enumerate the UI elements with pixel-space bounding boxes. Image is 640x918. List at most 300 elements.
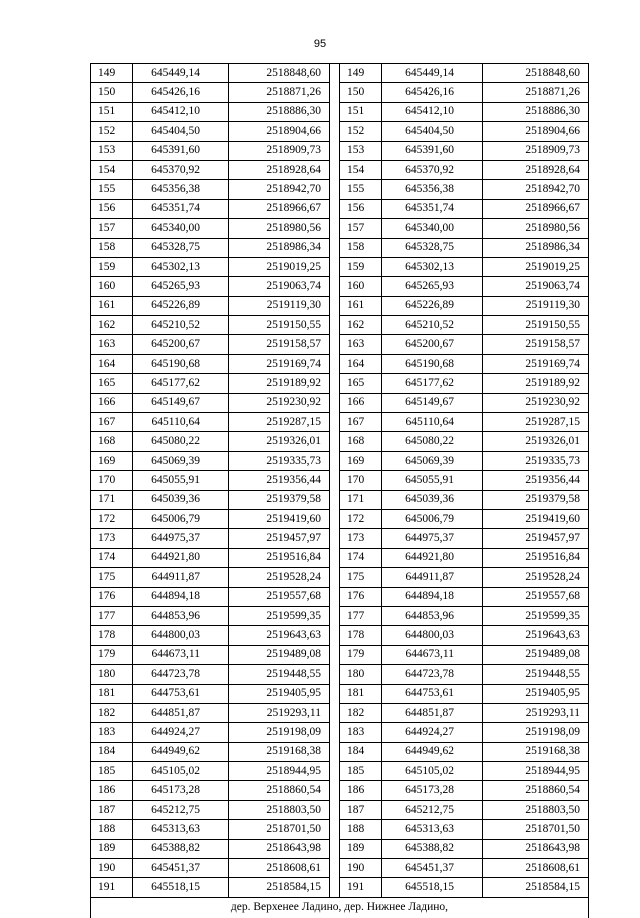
column-gap (330, 180, 340, 199)
table-row (91, 568, 589, 587)
left-point-number: 176 (91, 587, 133, 606)
left-point-number: 178 (91, 626, 133, 645)
left-point-number: 185 (91, 762, 133, 781)
column-gap (330, 238, 340, 257)
table-row (91, 509, 589, 528)
right-x-coordinate: 644851,87 (382, 703, 483, 722)
left-x-coordinate: 645265,93 (133, 277, 229, 296)
left-point-number: 156 (91, 199, 133, 218)
right-y-coordinate: 2518980,56 (483, 219, 589, 238)
right-point-number: 181 (340, 684, 382, 703)
left-y-coordinate: 2518871,26 (229, 83, 330, 102)
left-y-coordinate: 2519356,44 (229, 471, 330, 490)
right-x-coordinate: 645210,52 (382, 316, 483, 335)
column-gap (330, 606, 340, 625)
column-gap (330, 316, 340, 335)
left-x-coordinate: 645210,52 (133, 316, 229, 335)
right-y-coordinate: 2518966,67 (483, 199, 589, 218)
right-point-number: 178 (340, 626, 382, 645)
left-x-coordinate: 644975,37 (133, 529, 229, 548)
right-x-coordinate: 645212,75 (382, 800, 483, 819)
left-point-number: 154 (91, 160, 133, 179)
column-gap (330, 471, 340, 490)
table-row (91, 645, 589, 664)
column-gap (330, 122, 340, 141)
left-x-coordinate: 645370,92 (133, 160, 229, 179)
right-x-coordinate: 645356,38 (382, 180, 483, 199)
right-y-coordinate: 2518871,26 (483, 83, 589, 102)
right-y-coordinate: 2518942,70 (483, 180, 589, 199)
left-y-coordinate: 2519643,63 (229, 626, 330, 645)
column-gap (330, 839, 340, 858)
coordinates-sheet (90, 63, 588, 918)
left-y-coordinate: 2519230,92 (229, 393, 330, 412)
right-point-number: 160 (340, 277, 382, 296)
right-x-coordinate: 645404,50 (382, 122, 483, 141)
table-row (91, 800, 589, 819)
left-y-coordinate: 2519119,30 (229, 296, 330, 315)
table-row (91, 122, 589, 141)
right-point-number: 185 (340, 762, 382, 781)
column-gap (330, 102, 340, 121)
right-point-number: 159 (340, 257, 382, 276)
left-y-coordinate: 2519150,55 (229, 316, 330, 335)
table-row (91, 684, 589, 703)
column-gap (330, 878, 340, 897)
right-y-coordinate: 2518928,64 (483, 160, 589, 179)
left-point-number: 151 (91, 102, 133, 121)
right-y-coordinate: 2518904,66 (483, 122, 589, 141)
right-y-coordinate: 2519457,97 (483, 529, 589, 548)
left-point-number: 159 (91, 257, 133, 276)
column-gap (330, 393, 340, 412)
left-point-number: 169 (91, 451, 133, 470)
table-footer-row (91, 897, 589, 918)
right-x-coordinate: 645370,92 (382, 160, 483, 179)
column-gap (330, 277, 340, 296)
table-row (91, 529, 589, 548)
column-gap (330, 141, 340, 160)
right-y-coordinate: 2519419,60 (483, 509, 589, 528)
right-y-coordinate: 2518584,15 (483, 878, 589, 897)
settlement-names: дер. Верхенее Ладино, дер. Нижнее Ладино, (91, 897, 589, 918)
right-x-coordinate: 645340,00 (382, 219, 483, 238)
table-row (91, 102, 589, 121)
column-gap (330, 820, 340, 839)
right-x-coordinate: 645006,79 (382, 509, 483, 528)
column-gap (330, 742, 340, 761)
right-point-number: 154 (340, 160, 382, 179)
right-point-number: 169 (340, 451, 382, 470)
right-y-coordinate: 2519150,55 (483, 316, 589, 335)
table-row (91, 451, 589, 470)
left-point-number: 171 (91, 490, 133, 509)
right-point-number: 167 (340, 413, 382, 432)
column-gap (330, 548, 340, 567)
right-point-number: 183 (340, 723, 382, 742)
column-gap (330, 296, 340, 315)
left-point-number: 177 (91, 606, 133, 625)
left-x-coordinate: 645451,37 (133, 859, 229, 878)
right-point-number: 176 (340, 587, 382, 606)
right-y-coordinate: 2519158,57 (483, 335, 589, 354)
left-y-coordinate: 2518701,50 (229, 820, 330, 839)
left-point-number: 172 (91, 509, 133, 528)
left-point-number: 157 (91, 219, 133, 238)
column-gap (330, 83, 340, 102)
right-x-coordinate: 645080,22 (382, 432, 483, 451)
left-point-number: 190 (91, 859, 133, 878)
right-y-coordinate: 2518701,50 (483, 820, 589, 839)
column-gap (330, 684, 340, 703)
column-gap (330, 335, 340, 354)
right-point-number: 172 (340, 509, 382, 528)
right-x-coordinate: 644894,18 (382, 587, 483, 606)
table-row (91, 354, 589, 373)
right-x-coordinate: 645351,74 (382, 199, 483, 218)
column-gap (330, 568, 340, 587)
left-point-number: 189 (91, 839, 133, 858)
column-gap (330, 509, 340, 528)
table-row (91, 64, 589, 83)
right-y-coordinate: 2519326,01 (483, 432, 589, 451)
right-y-coordinate: 2519169,74 (483, 354, 589, 373)
right-point-number: 166 (340, 393, 382, 412)
left-y-coordinate: 2519063,74 (229, 277, 330, 296)
column-gap (330, 160, 340, 179)
right-y-coordinate: 2519557,68 (483, 587, 589, 606)
left-x-coordinate: 644723,78 (133, 665, 229, 684)
right-x-coordinate: 644921,80 (382, 548, 483, 567)
right-point-number: 179 (340, 645, 382, 664)
right-point-number: 153 (340, 141, 382, 160)
left-x-coordinate: 645426,16 (133, 83, 229, 102)
right-x-coordinate: 645069,39 (382, 451, 483, 470)
left-point-number: 183 (91, 723, 133, 742)
right-x-coordinate: 645412,10 (382, 102, 483, 121)
table-row (91, 665, 589, 684)
table-row (91, 820, 589, 839)
left-point-number: 153 (91, 141, 133, 160)
right-y-coordinate: 2519198,09 (483, 723, 589, 742)
right-y-coordinate: 2518986,34 (483, 238, 589, 257)
left-point-number: 173 (91, 529, 133, 548)
left-y-coordinate: 2519019,25 (229, 257, 330, 276)
right-x-coordinate: 645391,60 (382, 141, 483, 160)
left-x-coordinate: 645105,02 (133, 762, 229, 781)
left-x-coordinate: 644949,62 (133, 742, 229, 761)
table-row (91, 490, 589, 509)
table-row (91, 83, 589, 102)
left-y-coordinate: 2518944,95 (229, 762, 330, 781)
left-y-coordinate: 2518942,70 (229, 180, 330, 199)
right-y-coordinate: 2519643,63 (483, 626, 589, 645)
right-x-coordinate: 644911,87 (382, 568, 483, 587)
right-x-coordinate: 645426,16 (382, 83, 483, 102)
left-point-number: 175 (91, 568, 133, 587)
left-point-number: 152 (91, 122, 133, 141)
right-y-coordinate: 2519287,15 (483, 413, 589, 432)
left-x-coordinate: 645412,10 (133, 102, 229, 121)
left-point-number: 187 (91, 800, 133, 819)
table-row (91, 471, 589, 490)
column-gap (330, 199, 340, 218)
left-x-coordinate: 645391,60 (133, 141, 229, 160)
left-y-coordinate: 2518909,73 (229, 141, 330, 160)
left-point-number: 184 (91, 742, 133, 761)
table-row (91, 859, 589, 878)
left-x-coordinate: 644921,80 (133, 548, 229, 567)
left-y-coordinate: 2518886,30 (229, 102, 330, 121)
left-x-coordinate: 645212,75 (133, 800, 229, 819)
table-row (91, 141, 589, 160)
table-row (91, 703, 589, 722)
left-y-coordinate: 2519326,01 (229, 432, 330, 451)
left-y-coordinate: 2518904,66 (229, 122, 330, 141)
left-x-coordinate: 645388,82 (133, 839, 229, 858)
right-point-number: 155 (340, 180, 382, 199)
left-point-number: 165 (91, 374, 133, 393)
column-gap (330, 762, 340, 781)
left-x-coordinate: 645340,00 (133, 219, 229, 238)
left-point-number: 164 (91, 354, 133, 373)
right-y-coordinate: 2518848,60 (483, 64, 589, 83)
page-number: 95 (313, 38, 327, 50)
right-point-number: 188 (340, 820, 382, 839)
left-point-number: 191 (91, 878, 133, 897)
right-x-coordinate: 644924,27 (382, 723, 483, 742)
left-y-coordinate: 2519293,11 (229, 703, 330, 722)
right-y-coordinate: 2519168,38 (483, 742, 589, 761)
right-x-coordinate: 644753,61 (382, 684, 483, 703)
left-x-coordinate: 644851,87 (133, 703, 229, 722)
right-x-coordinate: 645105,02 (382, 762, 483, 781)
coordinates-table (90, 63, 589, 918)
table-row (91, 199, 589, 218)
left-x-coordinate: 645351,74 (133, 199, 229, 218)
left-x-coordinate: 644924,27 (133, 723, 229, 742)
left-y-coordinate: 2519528,24 (229, 568, 330, 587)
column-gap (330, 529, 340, 548)
column-gap (330, 859, 340, 878)
left-point-number: 167 (91, 413, 133, 432)
right-y-coordinate: 2519448,55 (483, 665, 589, 684)
left-point-number: 168 (91, 432, 133, 451)
right-x-coordinate: 645518,15 (382, 878, 483, 897)
left-point-number: 186 (91, 781, 133, 800)
column-gap (330, 800, 340, 819)
right-y-coordinate: 2519119,30 (483, 296, 589, 315)
right-x-coordinate: 645313,63 (382, 820, 483, 839)
left-y-coordinate: 2519158,57 (229, 335, 330, 354)
right-y-coordinate: 2519356,44 (483, 471, 589, 490)
right-y-coordinate: 2519528,24 (483, 568, 589, 587)
table-row (91, 374, 589, 393)
left-y-coordinate: 2519448,55 (229, 665, 330, 684)
column-gap (330, 257, 340, 276)
left-x-coordinate: 645328,75 (133, 238, 229, 257)
right-point-number: 191 (340, 878, 382, 897)
left-x-coordinate: 645069,39 (133, 451, 229, 470)
right-point-number: 189 (340, 839, 382, 858)
table-row (91, 606, 589, 625)
table-row (91, 626, 589, 645)
left-point-number: 150 (91, 83, 133, 102)
right-x-coordinate: 644673,11 (382, 645, 483, 664)
left-x-coordinate: 644673,11 (133, 645, 229, 664)
right-y-coordinate: 2519599,35 (483, 606, 589, 625)
table-row (91, 219, 589, 238)
right-x-coordinate: 645449,14 (382, 64, 483, 83)
right-point-number: 177 (340, 606, 382, 625)
right-x-coordinate: 645451,37 (382, 859, 483, 878)
left-y-coordinate: 2519419,60 (229, 509, 330, 528)
left-y-coordinate: 2519516,84 (229, 548, 330, 567)
right-point-number: 163 (340, 335, 382, 354)
left-y-coordinate: 2518986,34 (229, 238, 330, 257)
left-point-number: 160 (91, 277, 133, 296)
right-y-coordinate: 2518643,98 (483, 839, 589, 858)
left-y-coordinate: 2518848,60 (229, 64, 330, 83)
right-y-coordinate: 2519335,73 (483, 451, 589, 470)
right-point-number: 190 (340, 859, 382, 878)
right-y-coordinate: 2519189,92 (483, 374, 589, 393)
left-y-coordinate: 2519198,09 (229, 723, 330, 742)
table-row (91, 180, 589, 199)
right-y-coordinate: 2518944,95 (483, 762, 589, 781)
table-row (91, 723, 589, 742)
left-x-coordinate: 645149,67 (133, 393, 229, 412)
left-y-coordinate: 2519189,92 (229, 374, 330, 393)
right-x-coordinate: 644800,03 (382, 626, 483, 645)
right-y-coordinate: 2519516,84 (483, 548, 589, 567)
column-gap (330, 665, 340, 684)
left-x-coordinate: 645173,28 (133, 781, 229, 800)
left-y-coordinate: 2518643,98 (229, 839, 330, 858)
right-x-coordinate: 644723,78 (382, 665, 483, 684)
left-x-coordinate: 645404,50 (133, 122, 229, 141)
column-gap (330, 781, 340, 800)
right-y-coordinate: 2519405,95 (483, 684, 589, 703)
table-row (91, 587, 589, 606)
right-y-coordinate: 2518886,30 (483, 102, 589, 121)
column-gap (330, 432, 340, 451)
right-x-coordinate: 644975,37 (382, 529, 483, 548)
table-row (91, 413, 589, 432)
table-row (91, 277, 589, 296)
right-x-coordinate: 645302,13 (382, 257, 483, 276)
table-row (91, 548, 589, 567)
right-x-coordinate: 645226,89 (382, 296, 483, 315)
right-point-number: 180 (340, 665, 382, 684)
left-y-coordinate: 2519168,38 (229, 742, 330, 761)
left-point-number: 174 (91, 548, 133, 567)
right-y-coordinate: 2519489,08 (483, 645, 589, 664)
right-y-coordinate: 2518909,73 (483, 141, 589, 160)
right-x-coordinate: 645265,93 (382, 277, 483, 296)
left-y-coordinate: 2519379,58 (229, 490, 330, 509)
right-point-number: 171 (340, 490, 382, 509)
column-gap (330, 587, 340, 606)
left-x-coordinate: 645190,68 (133, 354, 229, 373)
left-x-coordinate: 644853,96 (133, 606, 229, 625)
right-y-coordinate: 2519230,92 (483, 393, 589, 412)
left-point-number: 163 (91, 335, 133, 354)
left-y-coordinate: 2519489,08 (229, 645, 330, 664)
right-x-coordinate: 645173,28 (382, 781, 483, 800)
right-point-number: 150 (340, 83, 382, 102)
left-y-coordinate: 2518860,54 (229, 781, 330, 800)
right-x-coordinate: 644949,62 (382, 742, 483, 761)
right-point-number: 182 (340, 703, 382, 722)
column-gap (330, 219, 340, 238)
right-y-coordinate: 2518608,61 (483, 859, 589, 878)
right-point-number: 164 (340, 354, 382, 373)
left-point-number: 179 (91, 645, 133, 664)
table-row (91, 393, 589, 412)
right-point-number: 152 (340, 122, 382, 141)
table-row (91, 762, 589, 781)
right-point-number: 175 (340, 568, 382, 587)
right-point-number: 149 (340, 64, 382, 83)
right-point-number: 151 (340, 102, 382, 121)
right-x-coordinate: 645055,91 (382, 471, 483, 490)
right-point-number: 173 (340, 529, 382, 548)
table-row (91, 432, 589, 451)
left-x-coordinate: 644753,61 (133, 684, 229, 703)
right-point-number: 174 (340, 548, 382, 567)
left-y-coordinate: 2519457,97 (229, 529, 330, 548)
column-gap (330, 645, 340, 664)
left-y-coordinate: 2518584,15 (229, 878, 330, 897)
column-gap (330, 451, 340, 470)
right-x-coordinate: 645110,64 (382, 413, 483, 432)
left-x-coordinate: 645080,22 (133, 432, 229, 451)
left-x-coordinate: 645006,79 (133, 509, 229, 528)
right-y-coordinate: 2518860,54 (483, 781, 589, 800)
left-point-number: 158 (91, 238, 133, 257)
right-point-number: 165 (340, 374, 382, 393)
right-y-coordinate: 2518803,50 (483, 800, 589, 819)
left-x-coordinate: 645110,64 (133, 413, 229, 432)
right-y-coordinate: 2519379,58 (483, 490, 589, 509)
left-point-number: 180 (91, 665, 133, 684)
left-point-number: 155 (91, 180, 133, 199)
left-point-number: 166 (91, 393, 133, 412)
left-x-coordinate: 645177,62 (133, 374, 229, 393)
column-gap (330, 64, 340, 83)
left-point-number: 161 (91, 296, 133, 315)
right-point-number: 162 (340, 316, 382, 335)
left-x-coordinate: 644800,03 (133, 626, 229, 645)
left-point-number: 170 (91, 471, 133, 490)
column-gap (330, 703, 340, 722)
table-row (91, 878, 589, 897)
right-point-number: 156 (340, 199, 382, 218)
right-x-coordinate: 645190,68 (382, 354, 483, 373)
left-point-number: 162 (91, 316, 133, 335)
table-row (91, 335, 589, 354)
left-x-coordinate: 645449,14 (133, 64, 229, 83)
left-x-coordinate: 644894,18 (133, 587, 229, 606)
left-point-number: 188 (91, 820, 133, 839)
table-row (91, 781, 589, 800)
left-y-coordinate: 2518980,56 (229, 219, 330, 238)
left-point-number: 181 (91, 684, 133, 703)
table-row (91, 160, 589, 179)
left-y-coordinate: 2519169,74 (229, 354, 330, 373)
right-x-coordinate: 645177,62 (382, 374, 483, 393)
